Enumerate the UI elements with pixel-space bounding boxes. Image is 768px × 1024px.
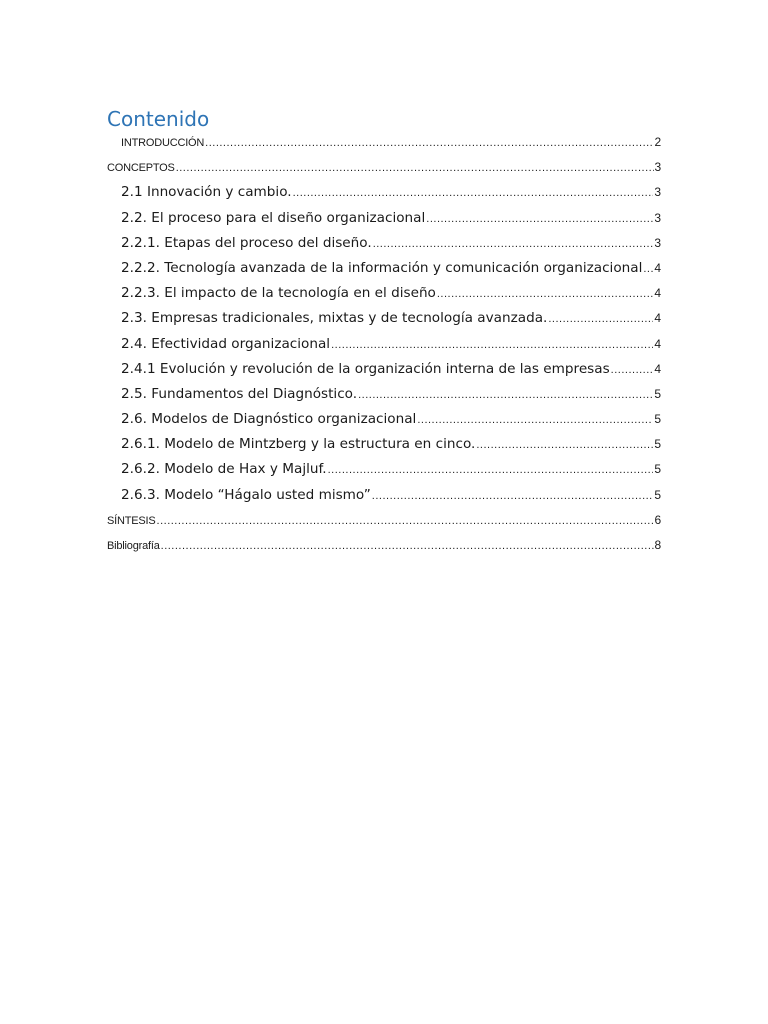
toc-dot-leader	[176, 156, 654, 181]
toc-entry-page: 4	[654, 311, 661, 326]
toc-entry[interactable]	[107, 357, 661, 382]
toc-dot-leader	[426, 207, 653, 232]
toc-entry-label: INTRODUCCIÓN	[121, 137, 205, 149]
toc-entry-label: 2.1 Innovación y cambio.	[121, 184, 292, 201]
toc-dot-leader	[643, 257, 653, 282]
toc-dot-leader	[293, 181, 654, 206]
toc-entry-page: 5	[654, 386, 661, 401]
toc-entry-page: 5	[654, 412, 661, 427]
toc-entry-page: 2	[654, 135, 661, 149]
toc-entry-label: 2.2. El proceso para el diseño organizacional	[121, 209, 426, 226]
toc-entry[interactable]	[107, 382, 661, 407]
toc-dot-leader	[161, 534, 654, 559]
toc-entry-label: CONCEPTOS	[107, 162, 175, 175]
toc-entry[interactable]	[107, 306, 661, 331]
toc-entry-label: 2.2.3. El impacto de la tecnología en el diseño	[121, 285, 436, 302]
toc-dot-leader	[373, 232, 654, 257]
toc-dot-leader	[205, 131, 653, 156]
toc-dot-leader	[548, 307, 653, 332]
toc-entry-label: 2.6.1. Modelo de Mintzberg y la estructura en cinco.	[121, 436, 476, 453]
toc-entry[interactable]	[107, 231, 661, 256]
toc-dot-leader	[331, 333, 653, 358]
toc-heading: Contenido	[107, 107, 210, 131]
toc-entry[interactable]	[107, 180, 661, 205]
toc-entry[interactable]	[107, 206, 661, 231]
toc-entry-label: 2.5. Fundamentos del Diagnóstico.	[121, 385, 358, 402]
toc-entry[interactable]	[107, 533, 661, 558]
toc-entry-page: 5	[654, 462, 661, 477]
toc-dot-leader	[417, 408, 653, 433]
toc-entry-page: 3	[654, 235, 661, 250]
toc-entry[interactable]	[107, 432, 661, 457]
toc-entry-page: 8	[654, 538, 661, 552]
toc-entry-page: 5	[654, 487, 661, 502]
toc-entry-label: SÍNTESIS	[107, 514, 156, 527]
toc-entry-label: 2.2.1. Etapas del proceso del diseño.	[121, 234, 372, 251]
toc-dot-leader	[611, 358, 654, 383]
toc-entry-page: 3	[654, 210, 661, 225]
toc-entry-label: 2.6.2. Modelo de Hax y Majluf.	[121, 461, 327, 478]
toc-entry[interactable]	[107, 483, 661, 508]
toc-entry-label: 2.2.2. Tecnología avanzada de la información y comunicación organizacional	[121, 259, 643, 276]
toc-entry[interactable]	[107, 155, 661, 180]
toc-entry-page: 3	[654, 185, 661, 200]
toc-entry-label: 2.3. Empresas tradicionales, mixtas y de tecnología avanzada.	[121, 310, 548, 327]
toc-dot-leader	[437, 282, 653, 307]
toc-entry-label: Bibliografía	[107, 540, 160, 552]
table-of-contents	[107, 130, 661, 558]
toc-entry[interactable]	[107, 332, 661, 357]
toc-dot-leader	[328, 458, 654, 483]
toc-entry-page: 4	[654, 260, 661, 275]
toc-entry-page: 6	[654, 512, 661, 527]
toc-entry-label: 2.4.1 Evolución y revolución de la organización interna de las empresas	[121, 360, 610, 377]
toc-entry-label: 2.6.3. Modelo “Hágalo usted mismo”	[121, 486, 371, 503]
toc-entry[interactable]	[107, 130, 661, 155]
toc-entry-label: 2.4. Efectividad organizacional	[121, 335, 331, 352]
toc-entry[interactable]	[107, 407, 661, 432]
toc-entry-page: 3	[654, 160, 661, 175]
toc-entry-page: 4	[654, 361, 661, 376]
toc-dot-leader	[358, 383, 653, 408]
toc-entry[interactable]	[107, 457, 661, 482]
toc-entry-label: 2.6. Modelos de Diagnóstico organizacional	[121, 411, 417, 428]
toc-dot-leader	[476, 433, 653, 458]
toc-entry-page: 4	[654, 286, 661, 301]
toc-entry[interactable]	[107, 256, 661, 281]
toc-entry[interactable]	[107, 281, 661, 306]
toc-dot-leader	[372, 484, 654, 509]
toc-entry-page: 5	[654, 437, 661, 452]
toc-dot-leader	[157, 509, 654, 534]
toc-entry-page: 4	[654, 336, 661, 351]
toc-entry[interactable]	[107, 508, 661, 533]
